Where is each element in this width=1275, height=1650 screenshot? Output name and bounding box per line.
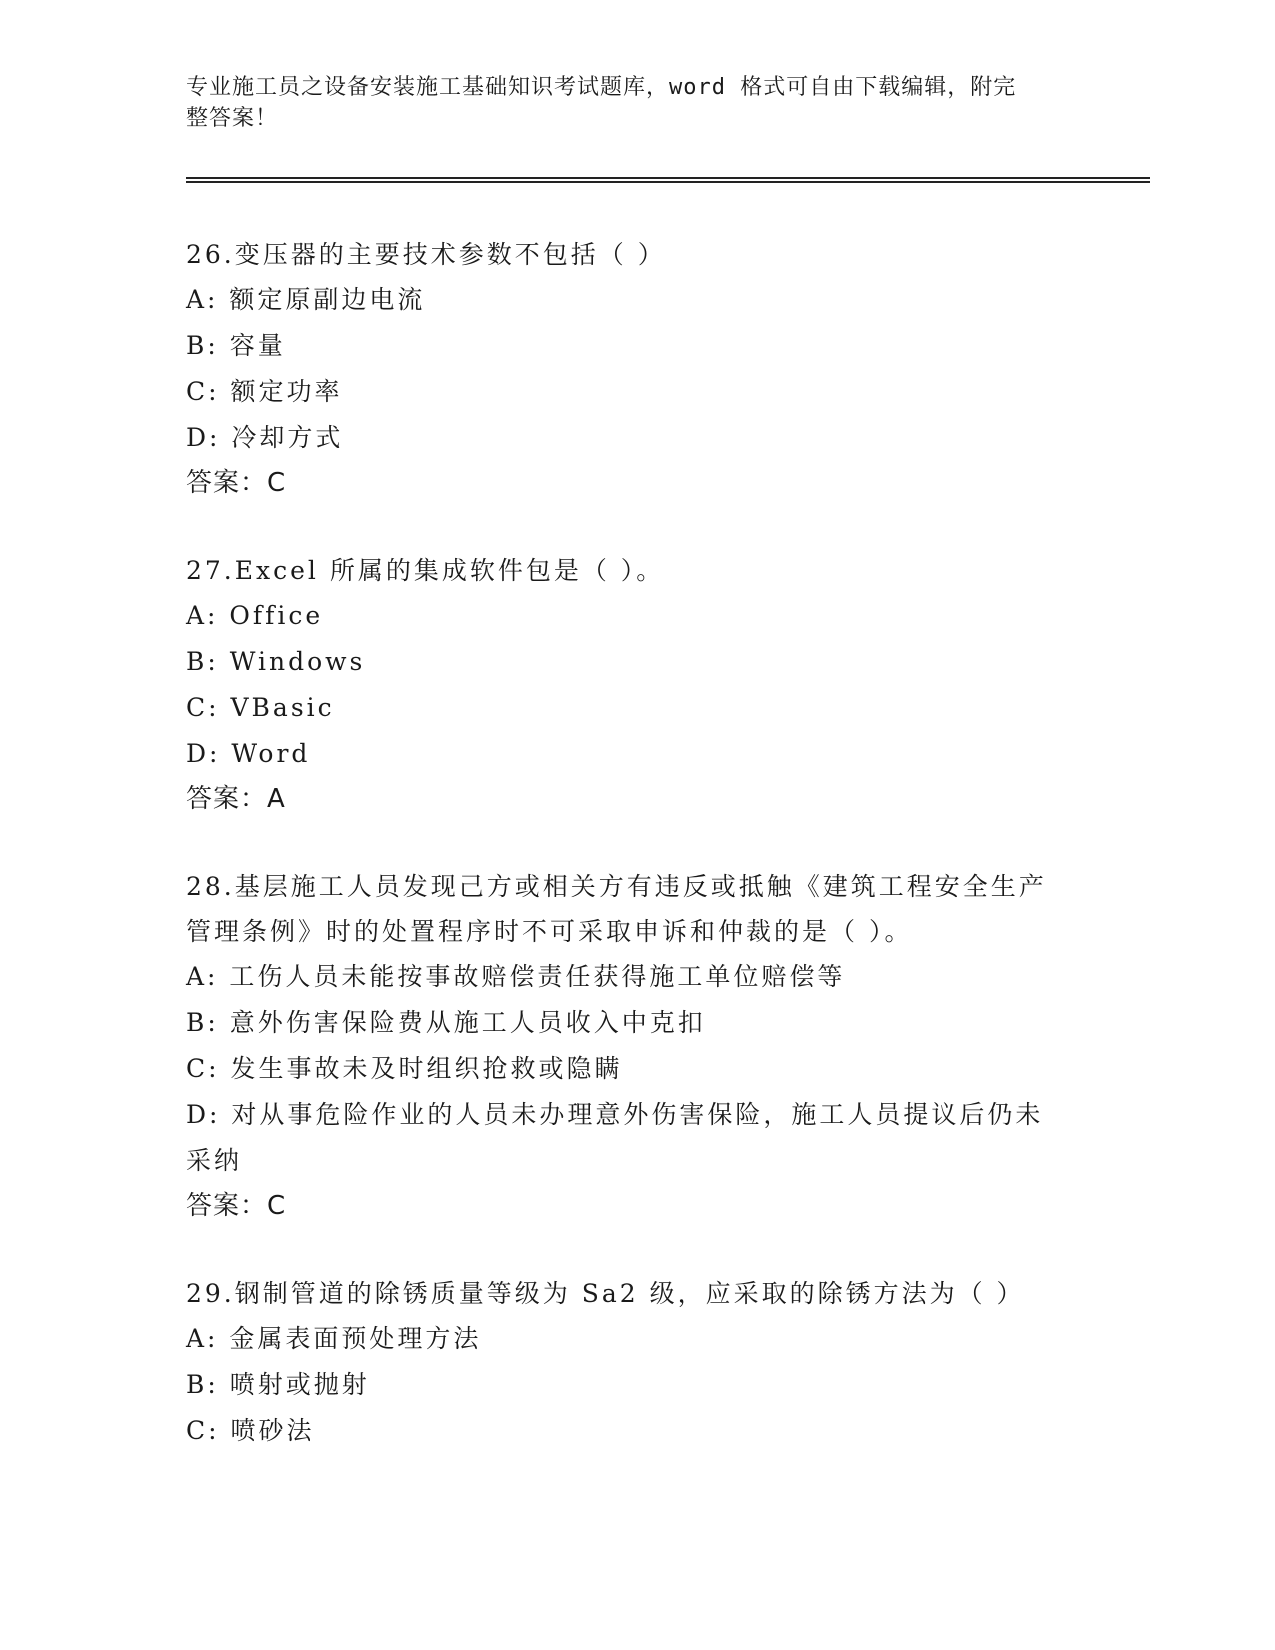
question-stem: 28.基层施工人员发现己方或相关方有违反或抵触《建筑工程安全生产 xyxy=(186,872,1047,901)
option-b: B: 容量 xyxy=(186,331,286,360)
option-d-continued: 采纳 xyxy=(186,1146,243,1175)
header-line: 整答案！ xyxy=(186,106,279,131)
option-d: D: 对从事危险作业的人员未办理意外伤害保险，施工人员提议后仍未 xyxy=(186,1100,1044,1129)
option-d: D: Word xyxy=(186,739,311,768)
question-stem: 27.Excel 所属的集成软件包是（ ）。 xyxy=(186,556,665,585)
question-stem: 29.钢制管道的除锈质量等级为 Sa2 级，应采取的除锈方法为（ ） xyxy=(186,1279,1025,1308)
option-a: A: 额定原副边电流 xyxy=(186,285,426,314)
option-a: A: 金属表面预处理方法 xyxy=(186,1324,482,1353)
answer: 答案：A xyxy=(186,784,286,814)
document-header xyxy=(186,72,1066,134)
question-27 xyxy=(186,548,1086,821)
question-stem: 管理条例》时的处置程序时不可采取申诉和仲裁的是（ ）。 xyxy=(186,917,913,946)
option-a: A: 工伤人员未能按事故赔偿责任获得施工单位赔偿等 xyxy=(186,962,846,991)
option-c: C: 额定功率 xyxy=(186,377,343,406)
option-a: A: Office xyxy=(186,601,324,630)
answer: 答案：C xyxy=(186,468,287,498)
answer: 答案：C xyxy=(186,1191,287,1221)
question-29 xyxy=(186,1271,1086,1454)
option-d: D: 冷却方式 xyxy=(186,423,344,452)
question-26 xyxy=(186,232,1086,505)
header-line: 专业施工员之设备安装施工基础知识考试题库，word 格式可自由下载编辑，附完 xyxy=(186,75,1017,100)
option-b: B: Windows xyxy=(186,647,366,676)
option-c: C: VBasic xyxy=(186,693,335,722)
option-b: B: 喷射或抛射 xyxy=(186,1370,370,1399)
header-divider xyxy=(186,177,1150,183)
option-b: B: 意外伤害保险费从施工人员收入中克扣 xyxy=(186,1008,706,1037)
question-28 xyxy=(186,864,1086,1228)
option-c: C: 喷砂法 xyxy=(186,1416,315,1445)
option-c: C: 发生事故未及时组织抢救或隐瞒 xyxy=(186,1054,623,1083)
question-list xyxy=(186,232,1086,1497)
question-stem: 26.变压器的主要技术参数不包括（ ） xyxy=(186,240,666,269)
